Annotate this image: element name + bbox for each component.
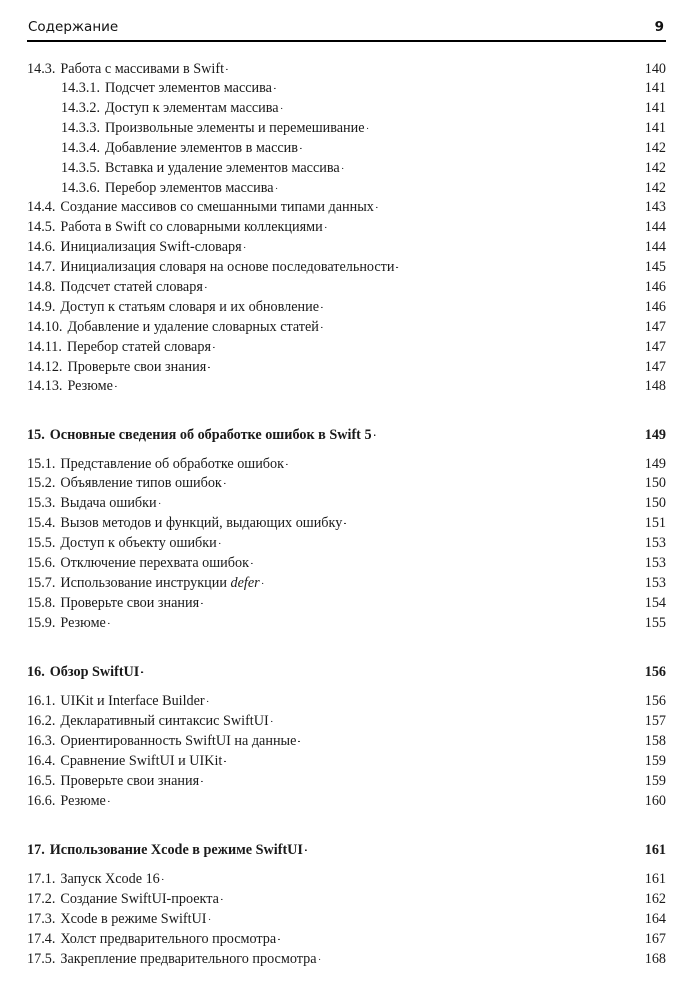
dot-leader [286,452,643,472]
toc-entry-title-text: Вызов методов и функций, выдающих ошибку [60,515,343,531]
toc-entry-title [60,712,268,731]
page-number: 9 [654,19,664,35]
toc-entry-page: 141 [644,120,666,136]
dot-leader [244,235,643,255]
toc-entry-page: 144 [644,239,666,255]
toc-entry-title-text: Резюме [60,615,106,631]
toc-entry-page: 154 [644,595,666,611]
toc-entry-number: 14.3.3. [61,120,101,136]
toc-entry-title-text: Запуск Xcode 16 [60,871,160,887]
toc-entry-number: 15.8. [27,595,56,611]
toc-entry-title-text: Подсчет статей словаря [60,279,203,295]
toc-entry-title-text: Добавление и удаление словарных статей [67,319,319,335]
toc-entry-number: 16.1. [27,693,56,709]
toc-entry-title [60,60,224,79]
toc-entry-page: 168 [644,951,666,967]
toc-entry-page: 161 [644,842,666,858]
dot-leader [213,335,643,355]
toc-entry-number: 17.2. [27,891,56,907]
toc-entry-page: 143 [644,199,666,215]
dot-leader [342,156,643,176]
toc-entry-title-text: Перебор элементов массива [105,180,274,196]
toc-entry-title [105,179,274,198]
toc-entry[interactable] [27,377,666,396]
dot-leader [159,491,643,511]
toc-entry-number: 14.9. [27,299,56,315]
toc-entry-number: 14.3.5. [61,160,101,176]
toc-entry-title-text: Работа с массивами в Swift [60,61,225,77]
dot-leader [374,423,643,443]
toc-entry-title-text: Подсчет элементов массива [105,80,272,96]
toc-entry-title [60,692,204,711]
toc-entry-page: 145 [644,259,666,275]
toc-entry-title [60,910,206,929]
toc-entry-page: 156 [644,664,666,680]
toc-entry-title [105,139,298,158]
toc-entry-number: 17.4. [27,931,56,947]
toc-entry-title-text: Использование Xcode в режиме SwiftUI [49,842,303,858]
toc-entry-page: 156 [644,693,666,709]
toc-entry-title [60,534,216,553]
dot-leader [226,57,643,77]
toc-entry-title [60,752,222,771]
toc-entry-number: 14.13. [27,378,63,394]
toc-entry-number: 17.1. [27,871,56,887]
toc-entry-page: 159 [644,753,666,769]
dot-leader [319,947,643,967]
toc-entry-number: 16.4. [27,753,56,769]
toc-entry-title [50,663,140,682]
dot-leader [305,838,643,858]
dot-leader [367,116,643,136]
toc-entry-title-text: Ориентированность SwiftUI на данные [60,733,297,749]
toc-entry-title-text: UIKit и Interface Builder [60,693,205,709]
toc-entry-number: 14.10. [27,319,63,335]
toc-entry-title [60,614,105,633]
toc-entry-page: 142 [644,160,666,176]
toc-entry-title-text: Xcode в режиме SwiftUI [60,911,207,927]
dot-leader [209,907,643,927]
toc-entry-title-text: Перебор статей словаря [66,339,211,355]
toc-entry-number: 15.6. [27,555,56,571]
toc-entry-title-text: Проверьте свои знания [60,773,200,789]
dot-leader [224,749,642,769]
toc-entry-title [105,79,272,98]
toc-entry[interactable] [27,614,666,633]
toc-entry-page: 161 [644,871,666,887]
toc-entry-number: 15. [27,427,45,443]
toc-entry-title-text: Резюме [60,793,106,809]
dot-leader [251,551,643,571]
toc-entry-number: 16.3. [27,733,56,749]
toc-entry-page: 162 [644,891,666,907]
toc-entry-page: 141 [644,100,666,116]
toc-entry-title-text: Декларативный синтаксис SwiftUI [60,713,269,729]
toc-entry-title [60,870,159,889]
toc-entry-title-text: Создание SwiftUI-проекта [60,891,219,907]
toc-entry-title-text: Проверьте свои знания [60,595,200,611]
toc-entry-page: 146 [644,299,666,315]
toc-entry-page: 147 [644,359,666,375]
toc-entry-number: 15.4. [27,515,56,531]
toc-entry-title-text: Представление об обработке ошибок [60,456,285,472]
toc-entry-number: 15.3. [27,495,56,511]
dot-leader [201,769,643,789]
toc-entry-title [60,930,276,949]
toc-entry-number: 17.5. [27,951,56,967]
toc-entry-page: 157 [644,713,666,729]
toc-entry-page: 147 [644,339,666,355]
toc-entry-title-text: Инициализация словаря на основе последовательности [60,259,395,275]
running-header-title: Содержание [28,19,119,35]
toc-entry-title-text: Добавление элементов в массив [105,140,298,156]
toc-entry-title-text: Основные сведения об обработке ошибок в Swift 5 [49,427,372,443]
toc-entry-title-text: Вставка и удаление элементов массива [105,160,340,176]
toc-entry-title-text: Резюме [67,378,113,394]
toc-entry-page: 153 [644,535,666,551]
dot-leader [224,471,643,491]
toc-entry-title [60,890,219,909]
toc-entry-number: 17.3. [27,911,56,927]
dot-leader [219,531,643,551]
toc-entry-title-text: Закрепление предварительного просмотра [60,951,317,967]
toc-entry-page: 141 [644,80,666,96]
toc-entry-title [50,426,372,445]
toc-entry-title [60,494,156,513]
dot-leader [300,136,643,156]
toc-entry-title [60,298,319,317]
dot-leader [276,176,643,196]
toc-entry-page: 167 [644,931,666,947]
toc-chapter-entry[interactable] [27,841,666,860]
dot-leader [278,927,643,947]
toc-entry-page: 148 [644,378,666,394]
dot-leader [376,195,643,215]
toc-entry-title-text: Отключение перехвата ошибок [60,555,249,571]
dot-leader [108,789,643,809]
toc-entry-title-text: Доступ к объекту ошибки [60,535,217,551]
dot-leader [262,571,643,591]
toc-entry-title-text: Сравнение SwiftUI и UIKit [60,753,223,769]
dot-leader [221,887,643,907]
toc-entry-number: 16.6. [27,793,56,809]
dot-leader [396,255,642,275]
toc-chapter-entry[interactable] [27,663,666,682]
toc-entry-title [60,950,316,969]
toc-entry-title [60,792,105,811]
toc-entry-title [67,338,211,357]
dot-leader [274,76,643,96]
toc-entry-title [60,554,249,573]
toc-entry-number: 14.12. [27,359,63,375]
toc-entry-page: 153 [644,555,666,571]
toc-entry-title-text: Создание массивов со смешанными типами данных [60,199,374,215]
toc-entry-title-text: Использование инструкции [60,575,227,591]
toc-entry-number: 14.3.2. [61,100,101,116]
toc-entry-number: 16.5. [27,773,56,789]
toc-entry-title-text: Обзор SwiftUI [49,664,140,680]
toc-entry-title-text: Выдача ошибки [60,495,157,511]
toc-entry-title-text: Объявление типов ошибок [60,475,222,491]
toc-entry-number: 15.9. [27,615,56,631]
toc-entry-number: 14.7. [27,259,56,275]
toc-entry-number: 16.2. [27,713,56,729]
dot-leader [281,96,643,116]
dot-leader [108,611,643,631]
dot-leader [321,295,643,315]
dot-leader [325,215,643,235]
toc-entry-number: 14.5. [27,219,56,235]
toc-entry-number: 14.3.1. [61,80,101,96]
toc-entry-number: 14.3.4. [61,140,101,156]
dot-leader [141,660,642,680]
toc-entry-number: 14.4. [27,199,56,215]
toc-entry-number: 17. [27,842,45,858]
dot-leader [344,511,642,531]
toc-entry-page: 149 [644,427,666,443]
toc-entry-page: 146 [644,279,666,295]
toc-entry-page: 150 [644,475,666,491]
dot-leader [115,374,643,394]
toc-entry-number: 14.8. [27,279,56,295]
toc-entry-page: 151 [644,515,666,531]
toc-entry-title-text: Работа в Swift со словарными коллекциями [60,219,323,235]
toc-entry-page: 153 [644,575,666,591]
toc-entry-title-text: Доступ к элементам массива [105,100,279,116]
toc-entry-title-text: Доступ к статьям словаря и их обновление [60,299,319,315]
toc-entry-number: 15.5. [27,535,56,551]
dot-leader [162,867,643,887]
toc-entry-number: 15.7. [27,575,56,591]
toc-entry-page: 142 [644,180,666,196]
toc-entry-page: 142 [644,140,666,156]
toc-entry-title [60,238,241,257]
dot-leader [321,315,643,335]
toc-entry-title [60,278,202,297]
toc-entry-page: 159 [644,773,666,789]
toc-entry-title [105,99,279,118]
toc-entry-number: 14.6. [27,239,56,255]
toc-entry-page: 160 [644,793,666,809]
toc-entry-number: 14.11. [27,339,62,355]
dot-leader [298,729,642,749]
toc-entry-title-text: Инициализация Swift-словаря [60,239,242,255]
toc-entry-page: 150 [644,495,666,511]
dot-leader [271,709,643,729]
toc-entry-title-text: Холст предварительного просмотра [60,931,277,947]
toc-entry-title [67,377,112,396]
toc-entry-number: 14.3.6. [61,180,101,196]
toc-entry-title-emphasis: defer [230,575,260,591]
toc-entry[interactable] [27,792,666,811]
toc-entry-page: 155 [644,615,666,631]
toc-entry[interactable] [27,950,666,969]
toc-entry-page: 158 [644,733,666,749]
dot-leader [207,689,643,709]
toc-entry-number: 15.1. [27,456,56,472]
toc-entry-page: 144 [644,219,666,235]
toc-entry-number: 14.3. [27,61,56,77]
toc-entry-page: 140 [644,61,666,77]
toc-entry-page: 149 [644,456,666,472]
toc-chapter-entry[interactable] [27,426,666,445]
dot-leader [201,591,643,611]
dot-leader [208,355,642,375]
toc-entry-title-text: Проверьте свои знания [67,359,207,375]
toc-entry-page: 147 [644,319,666,335]
dot-leader [205,275,643,295]
toc-entry-title [50,841,303,860]
toc-entry-number: 15.2. [27,475,56,491]
toc-entry-page: 164 [644,911,666,927]
toc-entry-number: 16. [27,664,45,680]
toc-entry-title-text: Произвольные элементы и перемешивание [105,120,365,136]
